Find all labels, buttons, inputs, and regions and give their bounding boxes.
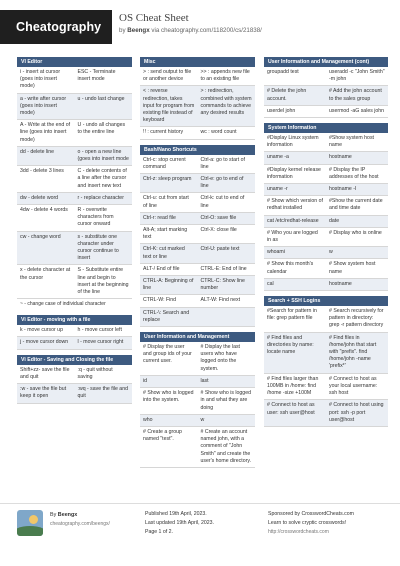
table-row [140,264,255,276]
row-cell-left: CTRL-W: Find [143,297,177,304]
source-url[interactable]: via cheatography.com/118200/cs/21838/ [151,27,262,34]
row-cell-left: dd - delete line [20,148,55,155]
table-row [264,106,388,118]
table-row [140,388,255,415]
section-title: Bash/Nano Shortcuts [140,145,255,155]
column-3 [264,57,388,432]
footer-dates [145,510,214,537]
section-title: VI Editor [17,57,132,67]
row-cell-right: usermod -aG sales john [329,107,385,114]
table-row [264,279,388,291]
table-row [140,276,255,295]
row-cell-left: groupadd test [267,69,299,75]
table-row [264,196,388,215]
table-row [140,174,255,193]
row-cell-left: # Show which version of redhat installed [267,198,323,212]
section-title: User Information and Management [140,332,255,342]
row-cell-left: #Search for pattern in file: grep pattern file [267,308,317,322]
row-cell-right: # Connect to host using port: ssh -p port user@host [329,402,384,423]
table-row [264,67,388,86]
row-cell-right: # Display who is online [329,229,382,236]
table-row [17,384,132,403]
section-search-ssh [264,296,388,427]
section-vi-editor [17,57,132,310]
row-cell-right: useradd -c "John Smith" -m john [329,69,385,83]
sponsor-tagline: Learn to solve cryptic crosswords! [268,520,347,526]
table-row [17,325,132,337]
row-cell-left: x - delete character at the cursor [20,267,71,281]
row-cell-right: >> : appends new file to an existing file [200,69,250,83]
table-row [140,193,255,212]
row-cell-left: A - Write at the end of line (goes into insert mode) [20,122,71,143]
section-title: Vi Editor - Saving and Closing the file [17,355,132,365]
table-row [140,213,255,225]
table-row [140,342,255,376]
row-cell-right: # Connect to host as your local username: ssh host [329,375,378,397]
table-row [140,155,255,174]
table-row [264,152,388,164]
table-row [140,86,255,127]
row-cell-right: Ctrl-e: go to end of line [200,176,244,190]
footer-author [50,512,77,518]
section-title: System Information [264,123,388,133]
hill-icon [17,526,43,536]
footer-author-link[interactable]: Beengx [57,512,78,518]
column-1 [17,57,132,409]
row-cell-right: # Find files in /home/john that start with "prefix". find /home/john -name 'prefix*' [329,334,377,370]
table-row [264,333,388,374]
table-row [140,427,255,468]
row-cell-right: hostname [329,280,352,287]
table-row [140,67,255,86]
row-cell-left: CTRL-\: Search and replace [143,309,190,323]
section-vi-saving [17,355,132,404]
row-cell-right: l - move cursor right [77,339,124,346]
sun-icon [29,515,38,524]
table-row [17,166,132,193]
row-cell-right: # Search recursively for pattern in directory: grep -r pattern directory [329,308,384,329]
row-cell-left: # Find files larger than 100MB in /home: find /home -size +100M [267,375,319,397]
section-title: Misc [140,57,255,67]
table-row [264,216,388,228]
row-cell-right: U - undo all changes to the entire line [77,122,126,136]
table-row [17,205,132,232]
row-cell-right: # Add the john account to the sales group [329,88,382,102]
row-cell-left: cal [267,280,274,287]
published-date: Published 19th April, 2023. [145,511,207,517]
column-2 [140,57,255,473]
row-cell-left: 3dd - delete 3 lines [20,168,64,175]
table-row [17,67,132,94]
table-body [264,67,388,118]
page-number: Page 1 of 2. [145,529,173,535]
row-cell-right: s - substitute one character under cursor continue to insert [77,233,119,262]
table-row [140,225,255,244]
section-bash-nano [140,145,255,327]
table-row [264,400,388,427]
page-header [0,0,400,52]
row-cell-right: r - replace character [77,194,124,201]
table-body [17,67,132,299]
row-cell-left: Shift+zz- save the file and quit [20,366,70,380]
row-cell-right: CTRL-E: End of line [200,265,247,272]
row-cell-right: #Show the current date and time date [329,198,383,212]
table-row [17,94,132,121]
row-cell-left: ALT-/ End of file [143,265,180,272]
row-cell-left: # Create a group named "test". [143,428,182,443]
row-cell-right: # Show system host name [329,261,376,275]
section-title: Vi Editor - moving with a file [17,315,132,325]
row-cell-right: date [329,217,340,224]
row-cell-left: uname -a [267,154,289,161]
row-cell-left: j - move cursor down [20,339,69,346]
row-cell-left: id [143,377,148,384]
table-row [17,120,132,147]
row-cell-right: Ctrl-k: cut to end of line [200,195,245,209]
section-note: ~ - change case of individual character [20,301,106,308]
row-cell-right: # Display the last users who have logged onto the system. [200,344,241,372]
row-cell-right: Ctrl-O: save file [200,214,237,221]
row-cell-left: # Who you are logged in as [267,229,318,244]
row-cell-right: hostname -I [329,186,357,193]
row-cell-right: Ctrl-X: close file [200,227,237,234]
row-cell-left: k - move cursor up [20,327,63,334]
page-footer [0,503,400,566]
row-cell-right: h - move cursor left [77,327,122,334]
table-row [140,415,255,427]
table-row [264,165,388,184]
row-cell-left: uname -r [267,186,288,193]
table-row [264,247,388,259]
row-cell-right: Ctrl-a: go to start of line [200,156,245,170]
row-cell-left: userdel john [267,107,296,114]
row-cell-left: Ctrl-u: cut from start of line [143,195,189,209]
table-row [264,133,388,152]
row-cell-left: # Connect to host as user: ssh user@host [267,402,315,416]
table-body [17,325,132,349]
page-title: OS Cheat Sheet [119,12,189,24]
row-cell-right: > : redirection, combined with system commands to achieve any desired results [200,88,252,117]
row-cell-left: cw - change word [20,233,61,240]
table-row [264,306,388,333]
row-cell-left: # Find files and directories by name: locate name [267,334,314,356]
row-cell-left: #Display Linux system information [267,135,319,149]
table-row [17,337,132,349]
row-cell-left: dw - delete word [20,194,59,201]
row-cell-left: a - write after cursor (goes into insert mode) [20,95,67,117]
row-cell-right: o - open a new line (goes into insert mode [77,148,129,163]
row-cell-left: i - insert at cursor (goes into insert mode) [20,69,61,90]
footer-author-url[interactable]: cheatography.com/beengx/ [50,521,110,527]
row-cell-left: Alt-A; start marking text [143,227,188,241]
row-cell-right: CTRL-C: Show line number [200,278,245,292]
row-cell-left: Ctrl-z: sleep program [143,176,192,183]
author-avatar[interactable] [17,510,43,536]
table-row [264,228,388,247]
row-cell-right: last [200,377,209,384]
row-cell-right: :q - quit without saving [77,366,113,380]
table-row [140,127,255,139]
section-vi-moving [17,315,132,349]
footer-by-prefix: By [50,512,57,518]
row-cell-right: Ctrl-U: paste text [200,246,240,253]
row-cell-right: ALT-W: Find next [200,297,241,304]
table-body [140,342,255,468]
table-row [264,86,388,105]
table-body [140,155,255,327]
table-row [17,147,132,166]
row-cell-left: !! : current history [143,129,184,136]
table-row [264,184,388,196]
row-cell-left: :w - save the file but keep it open [20,386,67,400]
row-cell-right: hostname [329,154,352,161]
row-cell-right: # Display the IP addresses of the host [329,166,379,180]
row-cell-right [198,308,256,326]
updated-date: Last updated 19th April, 2023. [145,520,214,526]
row-cell-right: w [329,249,333,256]
logo-text: Cheatography [16,20,102,34]
table-body [17,365,132,404]
table-row [140,376,255,388]
row-cell-right: w [200,416,205,423]
row-cell-right: #Show system host name [329,135,374,149]
by-prefix: by [119,27,126,34]
row-cell-right: # Show who is logged in and what they are doing [200,390,251,411]
sponsor-url[interactable]: http://crosswordcheats.com [268,529,329,535]
row-cell-left: 4dw - delete 4 words [20,207,68,214]
section-title: Search + SSH Logins [264,296,388,306]
row-cell-right: wc : word count [200,129,237,136]
row-cell-left: # Delete the john account. [267,88,307,102]
row-cell-left: Ctrl-r: read file [143,214,176,221]
row-cell-left: # Show this month's calendar [267,261,314,275]
row-cell-right: C - delete contents of a line after the cursor and insert new text [77,168,127,189]
table-row [17,193,132,205]
row-cell-left: < : reverse redirection, takes input for program from existing file instead of keyboard [143,88,195,124]
table-body [264,306,388,427]
section-user-management [140,332,255,468]
section-title: User Information and Management (cont) [264,57,388,67]
row-cell-left: whoami [267,249,285,256]
row-cell-left: Ctrl-c: stop current command [143,156,186,170]
row-cell-left: CTRL-A: Beginning of line [143,278,194,292]
section-user-management-cont [264,57,388,118]
section-system-information [264,123,388,291]
table-row [264,259,388,278]
row-cell-right: :wq - save the file and quit [77,386,128,400]
sponsor-link[interactable]: Sponsored by CrosswordCheats.com [268,511,354,517]
row-cell-left: # Show who is logged into the system. [143,390,194,404]
author-link[interactable]: Beengx [127,27,150,34]
table-row [17,365,132,384]
table-row [17,232,132,266]
table-row [140,244,255,263]
row-cell-right: ESC - Terminate insert mode [77,69,116,83]
row-cell-left: > : send output to file or another device [143,69,192,83]
row-cell-right: S - Substitute entire line and begin to insert at the beginning of the line [77,267,129,296]
table-row [140,308,255,327]
section-misc [140,57,255,140]
table-row [17,265,132,299]
row-cell-right: u - undo last change [77,95,125,102]
cheatography-logo[interactable] [0,10,112,44]
row-cell-left: cat /etc/redhat-release [267,217,319,224]
row-cell-left: who [143,416,153,423]
row-cell-left: Ctrl-K: cut marked text or line [143,246,185,260]
row-cell-right: # Create an account named john, with a comment of "John Smith" and create the user's home directory. [200,428,251,464]
row-cell-right: R - overwrite characters from cursor onward [77,207,114,228]
table-row [264,374,388,401]
table-row [140,295,255,307]
footer-sponsor [268,510,354,537]
table-body [264,133,388,291]
row-cell-left: # Display the user and group ids of your current user. [143,344,192,365]
table-body [140,67,255,140]
author-line [119,27,262,34]
row-cell-left: #Display kernel release information [267,166,321,180]
